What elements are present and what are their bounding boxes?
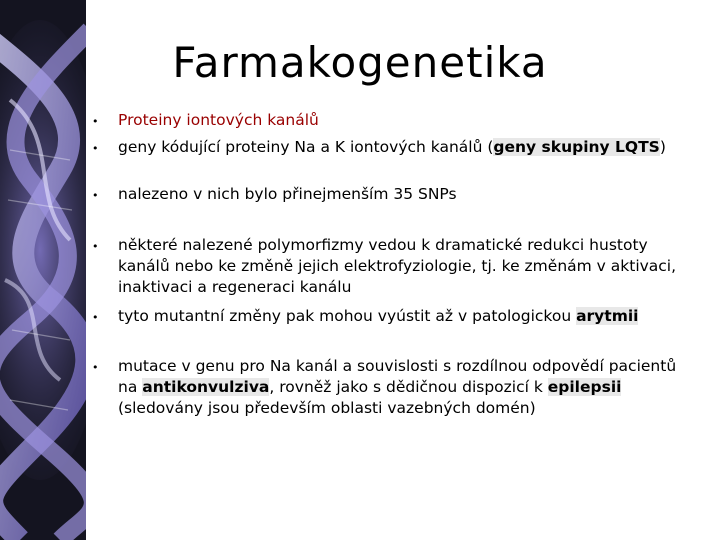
text-run: ) (659, 138, 666, 156)
bullet-dot-icon: • (92, 311, 99, 324)
bullet-list (86, 0, 720, 540)
bullet-dot-icon: • (92, 189, 99, 202)
text-run: nalezeno v nich bylo přinejmenším 35 SNPs (118, 185, 457, 203)
text-run: geny kódující proteiny Na a K iontových kanálů ( (118, 138, 494, 156)
text-run: mutace v genu pro Na kanál a souvislosti s rozdílnou odpovědí pacientů na (118, 357, 677, 396)
bullet-text (118, 235, 678, 298)
bullet-dot-icon: • (92, 142, 99, 155)
bullet-text (118, 356, 678, 419)
slide-title: Farmakogenetika (172, 38, 548, 87)
bold-term: geny skupiny LQTS (493, 138, 660, 156)
bold-term: antikonvulziva (142, 378, 270, 396)
bullet-text (118, 110, 678, 131)
dna-helix-graphic (0, 0, 86, 540)
bullet-dot-icon: • (92, 240, 99, 253)
bullet-text (118, 137, 678, 158)
text-run: Proteiny iontových kanálů (118, 111, 319, 129)
bullet-text (118, 306, 678, 327)
bullet-dot-icon: • (92, 361, 99, 374)
bold-term: arytmii (576, 307, 639, 325)
text-run: (sledovány jsou především oblasti vazebných domén) (118, 399, 536, 417)
text-run: , rovněž jako s dědičnou dispozicí k (269, 378, 548, 396)
text-run: tyto mutantní změny pak mohou vyústit až v patologickou (118, 307, 577, 325)
bold-term: epilepsii (547, 378, 622, 396)
bullet-text (118, 184, 678, 205)
bullet-dot-icon: • (92, 115, 99, 128)
text-run: některé nalezené polymorfizmy vedou k dramatické redukci hustoty kanálů nebo ke změně jejich elektrofyziologie, tj. ke změnám v aktivaci, inaktivaci a regeneraci kanálu (118, 236, 677, 296)
dna-strip-image (0, 0, 86, 540)
